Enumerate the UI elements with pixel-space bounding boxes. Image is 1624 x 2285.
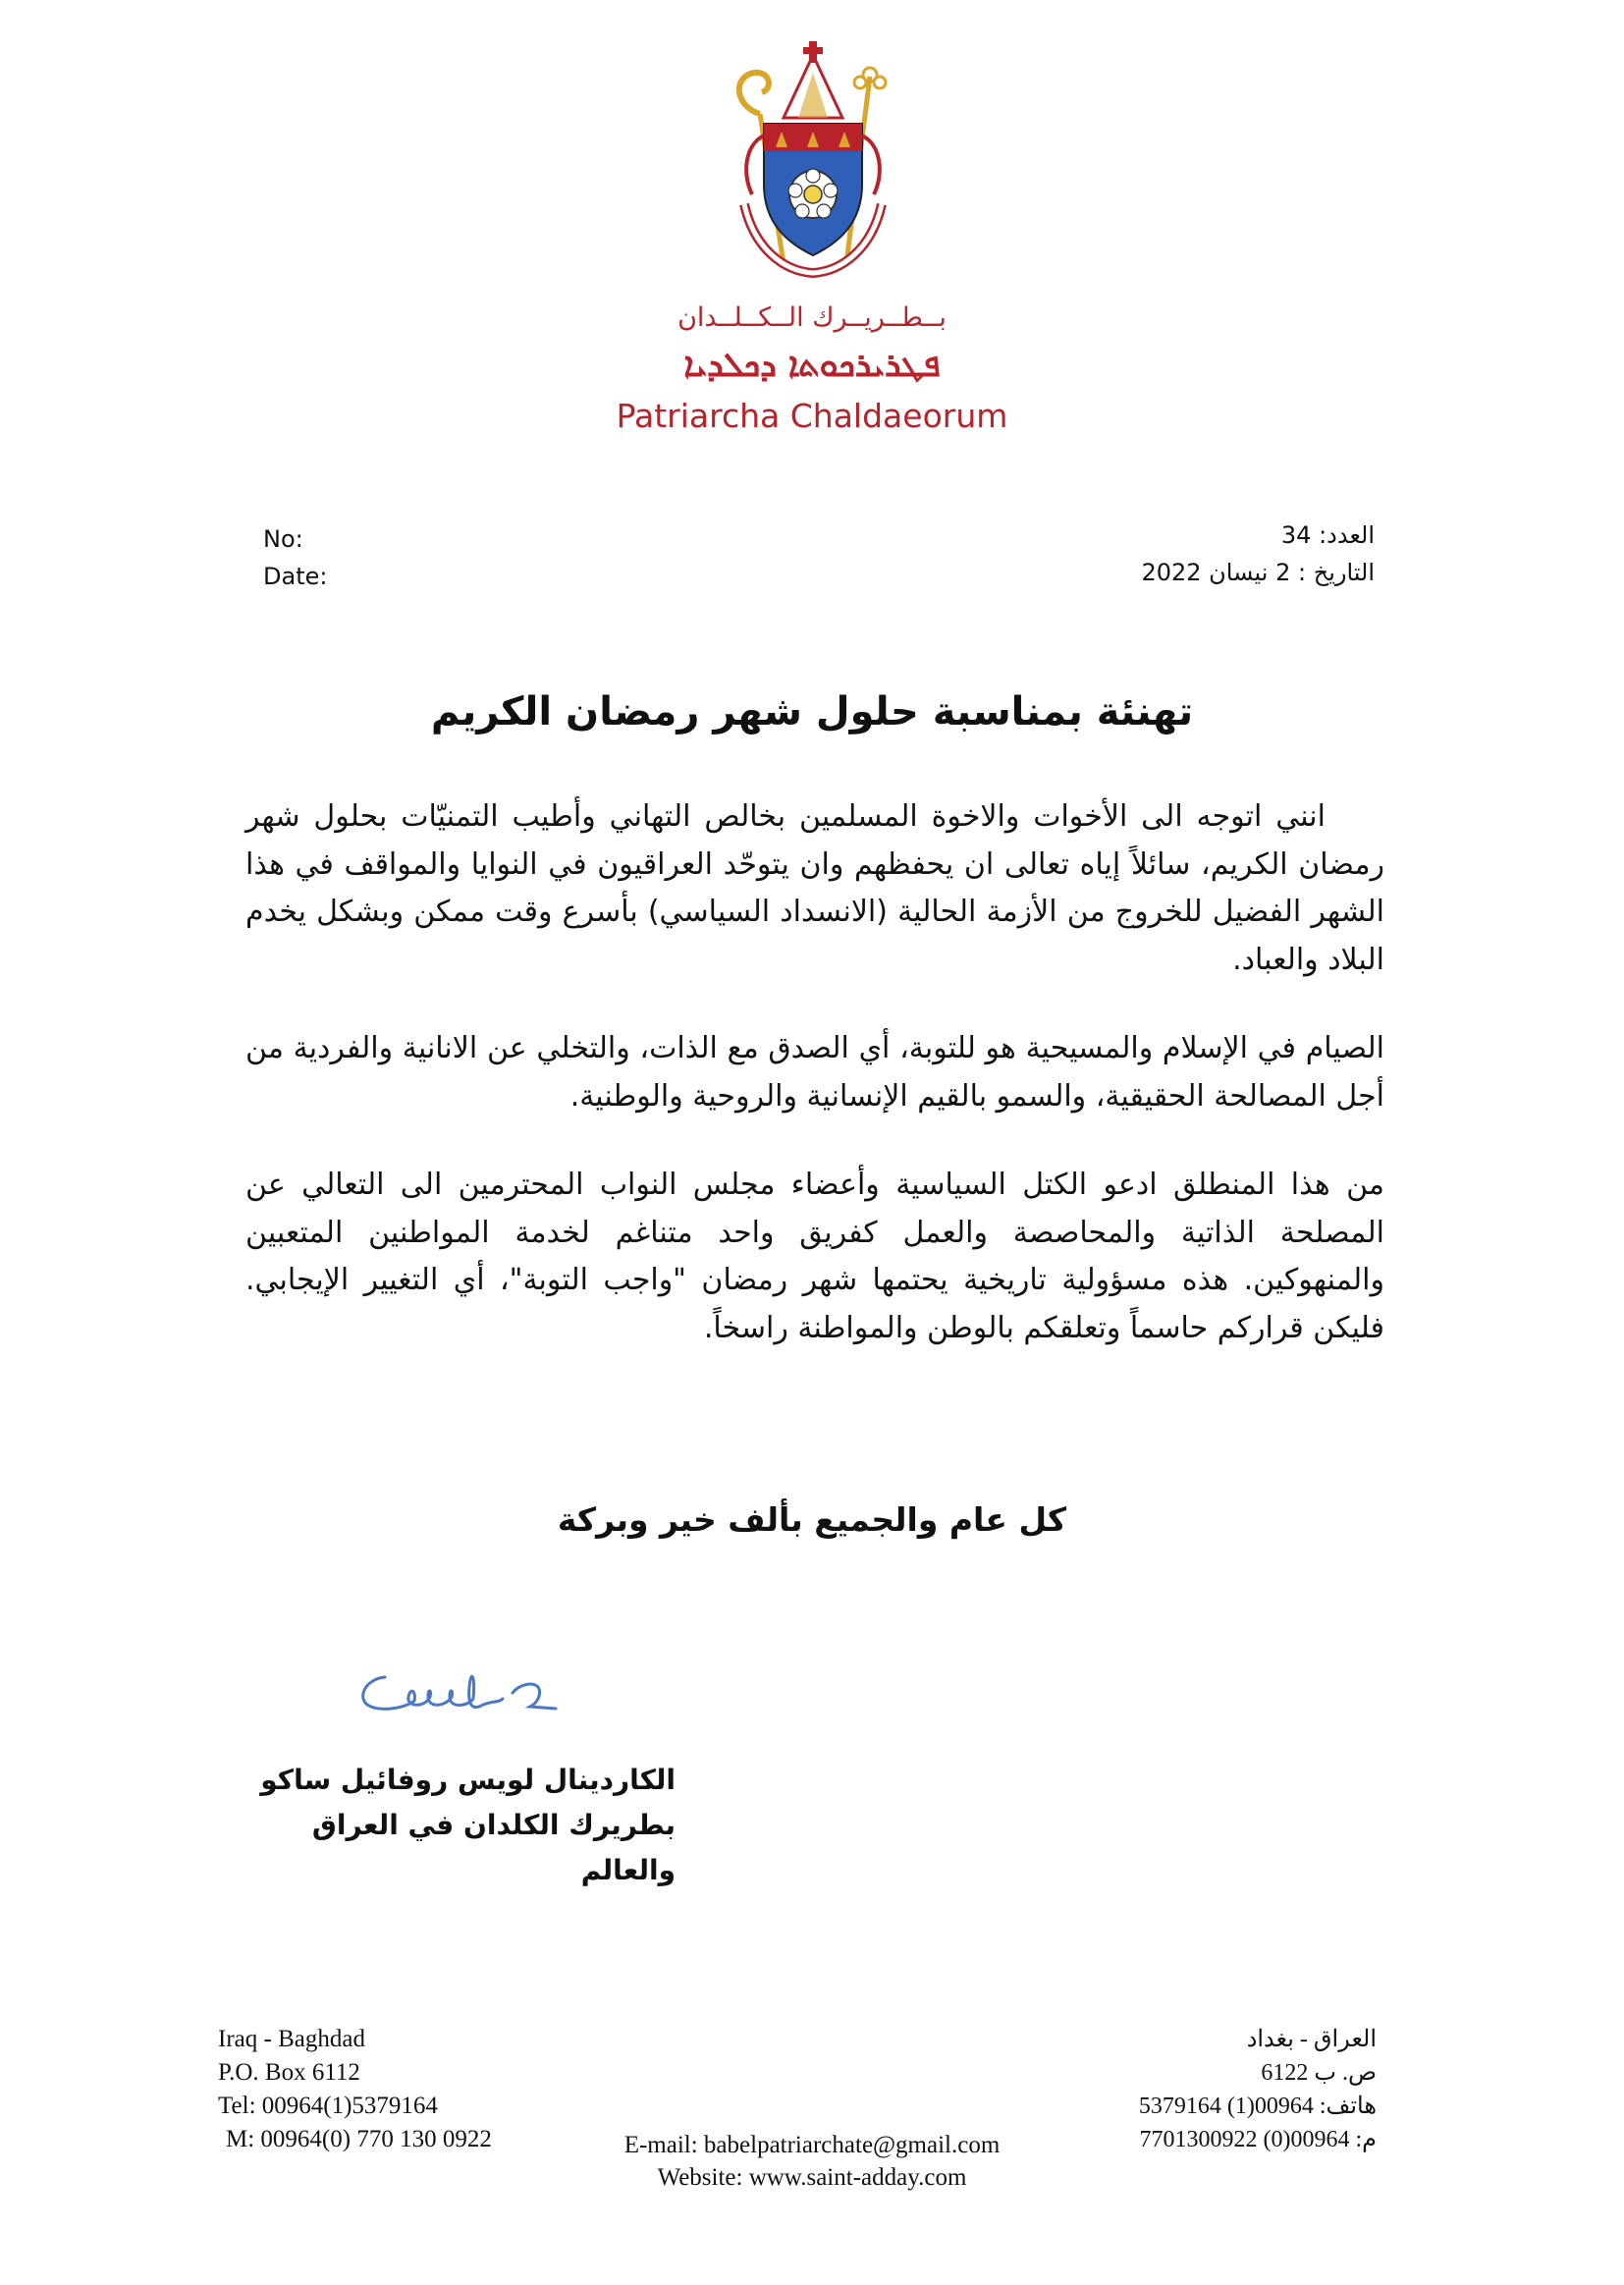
paragraph: من هذا المنطلق ادعو الكتل السياسية وأعضاء مجلس النواب المحترمين الى التعالي عن المصلحة الذاتية والمحاصصة والعمل كفريق واحد متناغم لخدمة المواطنين المتعبين والمنهوكين. هذه مسؤولية تاريخية يحتمها شهر رمضان "واجب التوبة"، أي التغيير الإيجابي. فليكن قراركم حاسماً وتعلقكم بالوطن والمواطنة راسخاً.	[245, 1168, 1384, 1345]
footer-website[interactable]: Website: www.saint-adday.com	[657, 2164, 967, 2191]
reference-arabic	[1141, 517, 1375, 591]
letter-body	[245, 793, 1384, 1393]
footer-online-contact	[0, 2129, 1624, 2194]
signer-role: بطريرك الكلدان في العراق والعالم	[311, 1809, 676, 1886]
document-number: العدد: 34	[1280, 521, 1375, 549]
footer-tel: Tel: 00964(1)5379164	[218, 2093, 438, 2119]
signature-icon	[346, 1658, 581, 1736]
footer-email[interactable]: E-mail: babelpatriarchate@gmail.com	[623, 2132, 1001, 2158]
document-date: التاريخ : 2 نيسان 2022	[1141, 559, 1375, 586]
footer-po-box: P.O. Box 6112	[218, 2059, 360, 2086]
footer-city-ar: العراق - بغداد	[1246, 2027, 1377, 2052]
date-label: Date:	[263, 563, 328, 590]
no-label: No:	[263, 525, 303, 553]
footer-city: Iraq - Baghdad	[218, 2026, 365, 2052]
footer-po-box-ar: ص. ب 6122	[1261, 2060, 1377, 2086]
footer-tel-ar: هاتف: 00964(1) 5379164	[1138, 2094, 1377, 2119]
latin-institution-name: Patriarcha Chaldaeorum	[616, 397, 1008, 435]
signer-block	[244, 1758, 676, 1893]
arabic-institution-name: بــطــريــرك الــكــلــدان	[677, 302, 947, 333]
footer-mobile-ar: م: 00964(0) 7701300922	[1139, 2127, 1377, 2152]
footer-mobile: M: 00964(0) 770 130 0922	[226, 2126, 492, 2152]
paragraph: الصيام في الإسلام والمسيحية هو للتوبة، أي الصدق مع الذات، والتخلي عن الانانية والفردية من أجل المصالحة الحقيقية، والسمو بالقيم الإنسانية والروحية والوطنية.	[245, 1031, 1384, 1114]
paragraph: انني اتوجه الى الأخوات والاخوة المسلمين بخالص التهاني وأطيب التمنيّات بحلول شهر رمضان الكريم، سائلاً إياه تعالى ان يحفظهم وان يتوحّد العراقيون في النوايا والمواقف في هذا الشهر الفضيل للخروج من الأزمة الحالية (الانسداد السياسي) بأسرع وقت ممكن وبشكل يخدم البلاد والعباد.	[245, 799, 1384, 977]
syriac-institution-name: ܦܛܪܝܪܟܘܬܐ ܕܟܠܕܝܐ	[683, 346, 941, 385]
signer-name: الكاردينال لويس روفائيل ساكو	[260, 1764, 676, 1796]
coat-of-arms-icon	[725, 37, 901, 283]
letter-title: تهنئة بمناسبة حلول شهر رمضان الكريم	[430, 689, 1194, 734]
closing-greeting: كل عام والجميع بألف خير وبركة	[557, 1500, 1067, 1539]
reference-english	[263, 520, 327, 595]
